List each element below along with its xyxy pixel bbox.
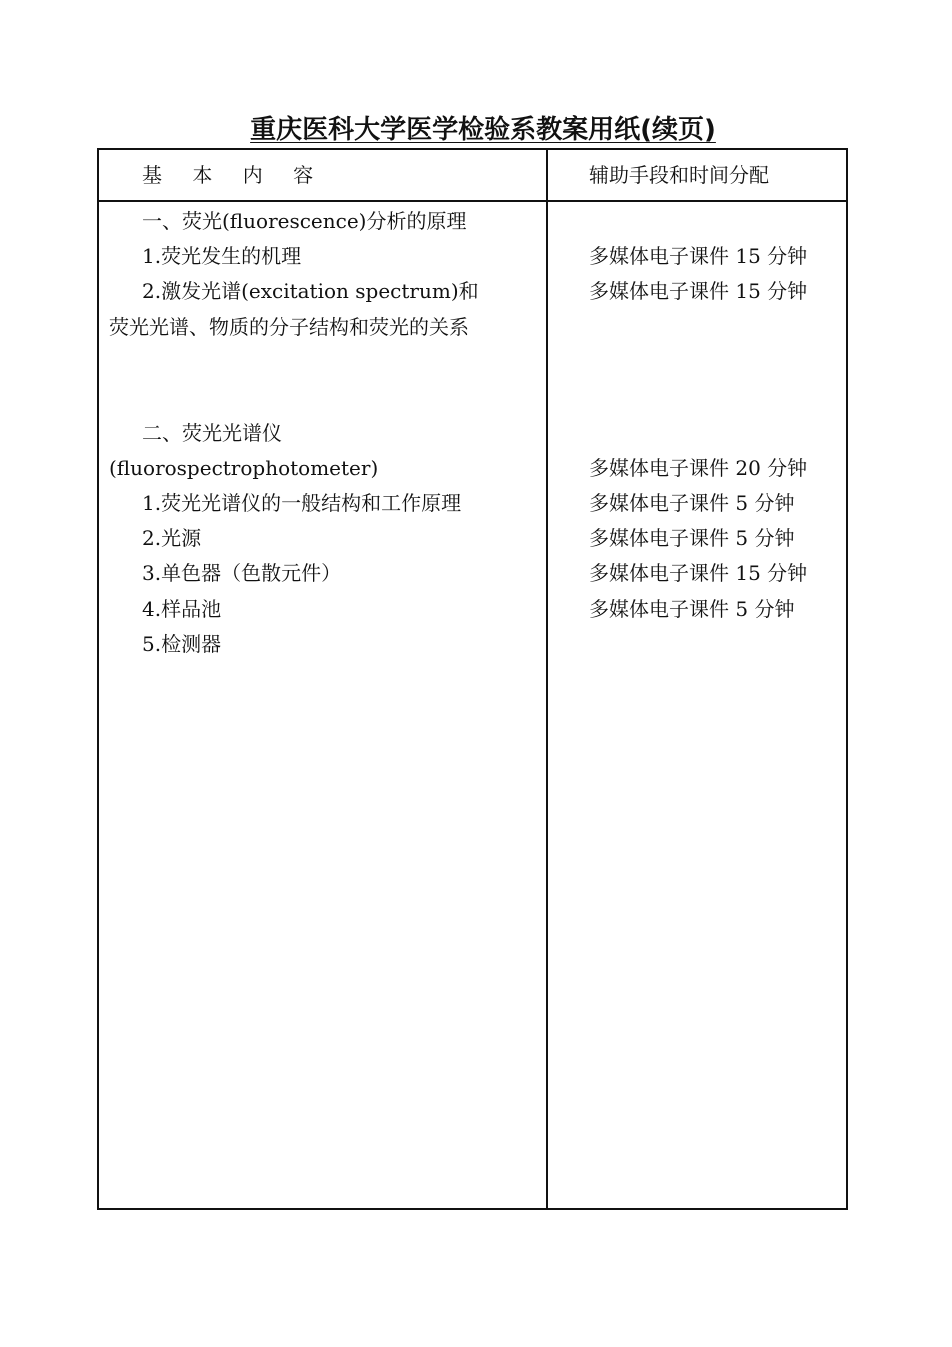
time-allocation: 多媒体电子课件 15 分钟 [589, 244, 808, 268]
content-column-header: 基 本 内 容 [142, 163, 326, 187]
section-heading-continuation: (fluorospectrophotometer) [109, 456, 379, 480]
aids-column-header: 辅助手段和时间分配 [589, 163, 769, 187]
lesson-plan-table [97, 148, 848, 1210]
time-allocation: 多媒体电子课件 20 分钟 [589, 456, 808, 480]
time-allocation: 多媒体电子课件 5 分钟 [589, 597, 795, 621]
section-heading-principle: 一、荧光(fluorescence)分析的原理 [142, 209, 467, 233]
section-heading-instrument: 二、荧光光谱仪 [142, 421, 282, 445]
content-item: 2.激发光谱(excitation spectrum)和 [142, 279, 479, 303]
content-item: 1.荧光发生的机理 [142, 244, 302, 268]
content-item: 5.检测器 [142, 632, 222, 656]
time-allocation: 多媒体电子课件 5 分钟 [589, 491, 795, 515]
column-divider [546, 150, 548, 1208]
content-item: 3.单色器（色散元件） [142, 561, 342, 585]
page-title: 重庆医科大学医学检验系教案用纸(续页) [250, 115, 716, 145]
time-allocation: 多媒体电子课件 15 分钟 [589, 561, 808, 585]
time-allocation: 多媒体电子课件 5 分钟 [589, 526, 795, 550]
content-item: 4.样品池 [142, 597, 222, 621]
content-item: 1.荧光光谱仪的一般结构和工作原理 [142, 491, 462, 515]
content-item-continuation: 荧光光谱、物质的分子结构和荧光的关系 [109, 315, 469, 339]
header-divider [99, 200, 846, 202]
content-item: 2.光源 [142, 526, 202, 550]
time-allocation: 多媒体电子课件 15 分钟 [589, 279, 808, 303]
